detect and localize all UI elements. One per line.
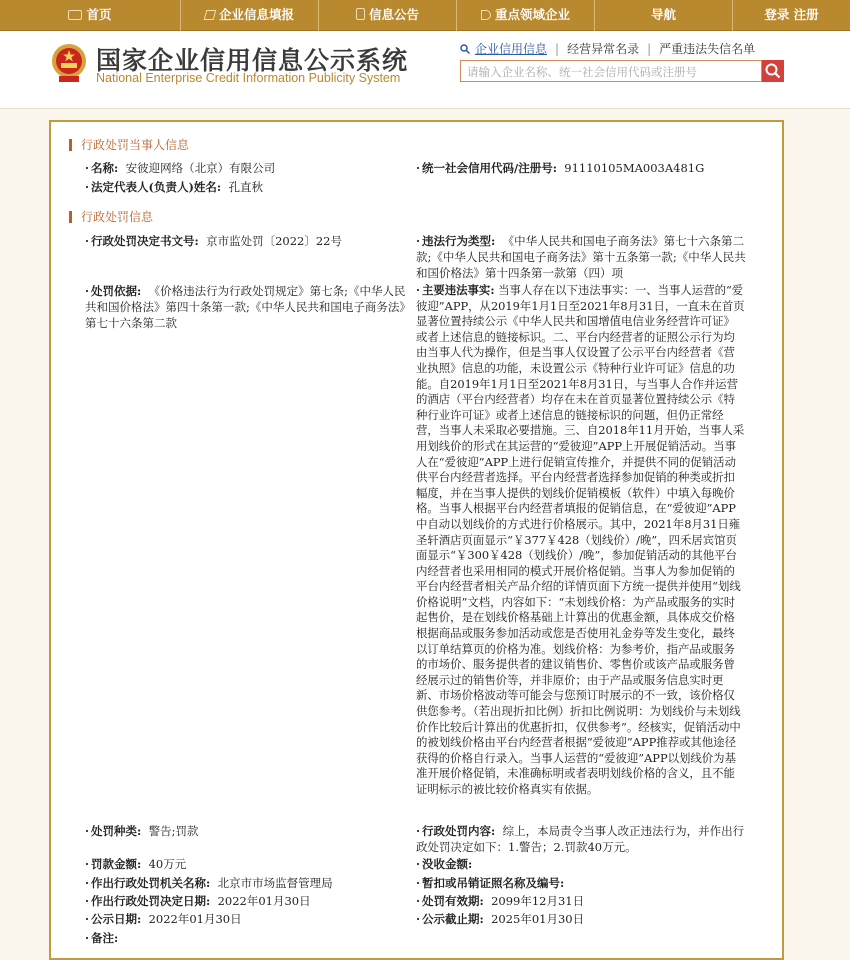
nav-home[interactable] [0,0,181,31]
penalty-basis-field: · 处罚依据: 《价格违法行为行政处罚规定》第七条;《中华人民共和国价格法》第四十条第一款;《中华人民共和国电子商务法》第七十六条第二款 [85,284,406,331]
field-label: 公示截止期: [422,912,484,926]
party-section-title: 行政处罚当事人信息 [69,139,189,151]
nav-enterprise-report[interactable] [181,0,319,31]
field-value: 安彼迎网络（北京）有限公司 [125,161,276,175]
violation-type-field: · 违法行为类型: 《中华人民共和国电子商务法》第七十六条第二款;《中华人民共和国电子商务法》第十五条第一款;《中华人民共和国价格法》第十四条第一款第（四）项 [416,234,746,281]
megaphone-icon [481,10,491,20]
penalty-validity-field: · 处罚有效期: 2099年12月31日 [416,894,585,908]
field-label: 主要违法事实: [421,283,495,297]
party-credit-code-field: · 统一社会信用代码/注册号: 91110105MA003A481G [416,161,705,175]
penalty-organ-field: · 作出行政处罚机关名称: 北京市市场监督管理局 [85,876,333,890]
nav-navigation-label: 导航 [650,7,676,22]
field-value: 《中华人民共和国电子商务法》第七十六条第二款;《中华人民共和国电子商务法》第十五条第一款;《中华人民共和国价格法》第十四条第一款第（四）项 [416,234,746,281]
penalty-kind-field: · 处罚种类: 警告;罚款 [85,824,199,838]
penalty-content-field: · 行政处罚内容: 综上，本局责令当事人改正违法行为，并作出行政处罚决定如下：1.警告；2.罚款40万元。 [416,824,745,855]
site-title: 国家企业信用信息公示系统 [96,46,409,75]
tab-serious-violation-list[interactable]: 严重违法失信名单 [659,42,756,56]
field-label: 统一社会信用代码/注册号: [422,161,557,175]
remarks-field: · 备注: [85,931,119,945]
nav-home-label: 首页 [86,7,112,22]
tab-abnormal-list[interactable]: 经营异常名录 [567,42,640,56]
document-icon [356,8,365,20]
tab-enterprise-credit[interactable]: 企业信用信息 [475,42,548,56]
field-value: 《价格违法行为行政处罚规定》第七条;《中华人民共和国价格法》第四十条第一款;《中华人民共和国电子商务法》第七十六条第二款 [85,284,406,331]
field-value: 2099年12月31日 [491,894,585,908]
field-label: 公示日期: [91,912,142,926]
search-button[interactable] [762,60,784,82]
field-label: 名称: [91,161,119,175]
field-value: 91110105MA003A481G [564,161,705,175]
fine-amount-field: · 罚款金额: 40万元 [85,857,187,871]
penalty-detail-card [49,120,784,960]
nav-login-register[interactable] [733,0,850,31]
field-value: 孔直秋 [228,180,263,194]
field-label: 备注: [91,931,119,945]
field-label: 作出行政处罚决定日期: [91,894,211,908]
field-label: 处罚种类: [91,824,142,838]
field-label: 行政处罚决定书文号: [91,234,199,248]
field-label: 作出行政处罚机关名称: [91,876,211,890]
nav-enterprise-report-label: 企业信息填报 [218,7,294,22]
nav-announcements[interactable] [319,0,457,31]
field-value: 2022年01月30日 [217,894,311,908]
field-label: 处罚依据: [91,284,142,298]
field-value: 2025年01月30日 [491,912,585,926]
party-legal-rep-field: · 法定代表人(负责人)姓名: 孔直秋 [85,180,263,194]
edit-icon [204,10,217,20]
field-label: 法定代表人(负责人)姓名: [91,180,222,194]
field-value: 警告;罚款 [148,824,199,838]
nav-login-register-label: 登录 注册 [764,7,819,22]
search-icon [762,60,784,82]
field-label: 处罚有效期: [422,894,484,908]
party-name-field: · 名称: 安彼迎网络（北京）有限公司 [85,161,276,175]
field-label: 暂扣或吊销证照名称及编号: [422,876,565,890]
publication-date-field: · 公示日期: 2022年01月30日 [85,912,242,926]
confiscation-amount-field: · 没收金额: [416,857,473,871]
field-value: 2022年01月30日 [148,912,242,926]
search-tabs [460,40,763,57]
field-label: 违法行为类型: [422,234,496,248]
field-value: 京市监处罚〔2022〕22号 [206,234,342,248]
field-value: 当事人存在以下违法事实：一、当事人运营的“爱彼迎”APP，从2019年1月1日至2021年8月31日，一直未在首页显著位置持续公示《中华人民共和国增值电信业务经营许可证》或者上述信息的链接标识。二、平台内经营者的证照公示行为均由当事人代为操作，但是当事人仅设置了公示平台内经营者《营业执照》信息的功能，未设置公示《特种行业许可证》信息的功能。自2019年1月1日至2021年8月31日，与当事人合作并运营的酒店（平台内经营者）均存在未在首页显著位置持续公示《特种行业许可证》或者上述信息的链接标识的问题，但仍正常经营，当事人未采取必要措施。三、自2018年11月开始，当事人采用划线价的形式在其运营的“爱彼迎”APP上开展促销活动。当事人在“爱彼迎”APP上进行促销宣传推介，并提供不同的促销活动供平台内经营者选择。平台内经营者选择参加促销的种类或折扣幅度，并在当事人提供的划线价促销模板（软件）中填入每晚价格。当事人根据平台内经营者填报的促销信息，在“爱彼迎”APP中自动以划线价的方式进行价格展示。其中，2021年8月31日雍圣轩酒店页面显示“￥377￥428（划线价）/晚”，四禾居宾馆页面显示“￥300￥428（划线价）/晚”，参加促销活动的其他平台内经营者也采用相同的模式开展价格促销。当事人为参加促销的平台内经营者相关产品介绍的详情页面下方统一提供并使用“划线价格说明”文档，内容如下：“未划线价格：为产品或服务的实时起售价，是在划线价格基础上计算出的优惠金额，具体成交价格根据商品或服务参加活动或您是否使用礼金券等发生变化，最终以订单结算页的价格为准。划线价格：为参考价，指产品或服务的市场价、服务提供者的建议销售价、零售价或该产品或服务曾经展示过的销售价等，并非原价；由于产品或服务信息实时更新、市场价格波动等可能会与您预订时展示的不一致，该价格仅供您参考。（若出现折扣比例）折扣比例说明：为划线价与未划线价作比较后计算出的优惠折扣，仅供参考”。经核实，促销活动中的被划线价格由平台内经营者根据“爱彼迎”APP推荐或其他途径获得的价格自行录入。当事人运营的“爱彼迎”APP以划线价为基准开展价格促销，未准确标明或者表明划线价格的含义，且不能证明标示的被比较价格真实有依据。 [416,283,745,796]
publication-end-date-field: · 公示截止期: 2025年01月30日 [416,912,585,926]
nav-announcements-label: 信息公告 [368,7,419,22]
field-value: 北京市市场监督管理局 [217,876,333,890]
penalty-section-title: 行政处罚信息 [69,211,153,223]
national-emblem-icon [50,42,88,84]
site-header [0,31,850,109]
field-label: 没收金额: [422,857,473,871]
nav-navigation[interactable] [595,0,733,31]
field-value: 40万元 [148,857,187,871]
main-violation-facts-field: · 主要违法事实: 当事人存在以下违法事实：一、当事人运营的“爱彼迎”APP，从2019年1月1日至2021年8月31日，一直未在首页显著位置持续公示《中华人民共和国增值电信业务经营许可证》或者上述信息的链接标识。二、平台内经营者的证照公示行为均由当事人代为操作，但是当事人仅设置了公示平台内经营者《营业执照》信息的功能，未设置公示《特种行业许可证》信息的功能。自2019年1月1日至2021年8月31日，与当事人合作并运营的酒店（平台内经营者）均存在未在首页显著位置持续公示《特种行业许可证》或者上述信息的链接标识的问题，但仍正常经营，当事人未采取必要措施。三、自2018年11月开始，当事人采用划线价的形式在其运营的“爱彼迎”APP上开展促销活动。当事人在“爱彼迎”APP上进行促销宣传推介，并提供不同的促销活动供平台内经营者选择。平台内经营者选择参加促销的种类或折扣幅度，并在当事人提供的划线价促销模板（软件）中填入每晚价格。当事人根据平台内经营者填报的促销信息，在“爱彼迎”APP中自动以划线价的方式进行价格展示。其中，2021年8月31日雍圣轩酒店页面显示“￥377￥428（划线价）/晚”，四禾居宾馆页面显示“￥300￥428（划线价）/晚”，参加促销活动的其他平台内经营者也采用相同的模式开展价格促销。当事人为参加促销的平台内经营者相关产品介绍的详情页面下方统一提供并使用“划线价格说明”文档，内容如下：“未划线价格：为产品或服务的实时起售价，是在划线价格基础上计算出的优惠金额，具体成交价格根据商品或服务参加活动或您是否使用礼金券等发生变化，最终以订单结算页的价格为准。划线价格：为参考价，指产品或服务的市场价、服务提供者的建议销售价、零售价或该产品或服务曾经展示过的销售价等，并非原价；由于产品或服务信息实时更新、市场价格波动等可能会与您预订时展示的不一致，该价格仅供您参考。（若出现折扣比例）折扣比例说明：为划线价与未划线价作比较后计算出的优惠折扣，仅供参考”。经核实，促销活动中的被划线价格由平台内经营者根据“爱彼迎”APP推荐或其他途径获得的价格自行录入。当事人运营的“爱彼迎”APP以划线价为基准开展价格促销，未准确标明或者表明划线价格的含义，且不能证明标示的被比较价格真实有依据。 [416,283,745,796]
search-input[interactable]: 请输入企业名称、统一社会信用代码或注册号 [460,60,762,82]
decision-date-field: · 作出行政处罚决定日期: 2022年01月30日 [85,894,311,908]
monitor-icon [68,10,82,20]
site-subtitle: National Enterprise Credit Information Publicity System [96,71,401,85]
tab-separator: | [647,41,652,56]
field-label: 行政处罚内容: [422,824,496,838]
license-suspension-field: · 暂扣或吊销证照名称及编号: [416,876,565,890]
search-icon [460,44,470,54]
field-value: 综上，本局责令当事人改正违法行为，并作出行政处罚决定如下：1.警告；2.罚款40万元。 [416,824,745,855]
field-label: 罚款金额: [91,857,142,871]
nav-key-sectors[interactable] [457,0,595,31]
tab-separator: | [555,41,560,56]
nav-key-sectors-label: 重点领域企业 [494,7,570,22]
top-navigation [0,0,850,31]
decision-doc-no-field: · 行政处罚决定书文号: 京市监处罚〔2022〕22号 [85,234,342,248]
